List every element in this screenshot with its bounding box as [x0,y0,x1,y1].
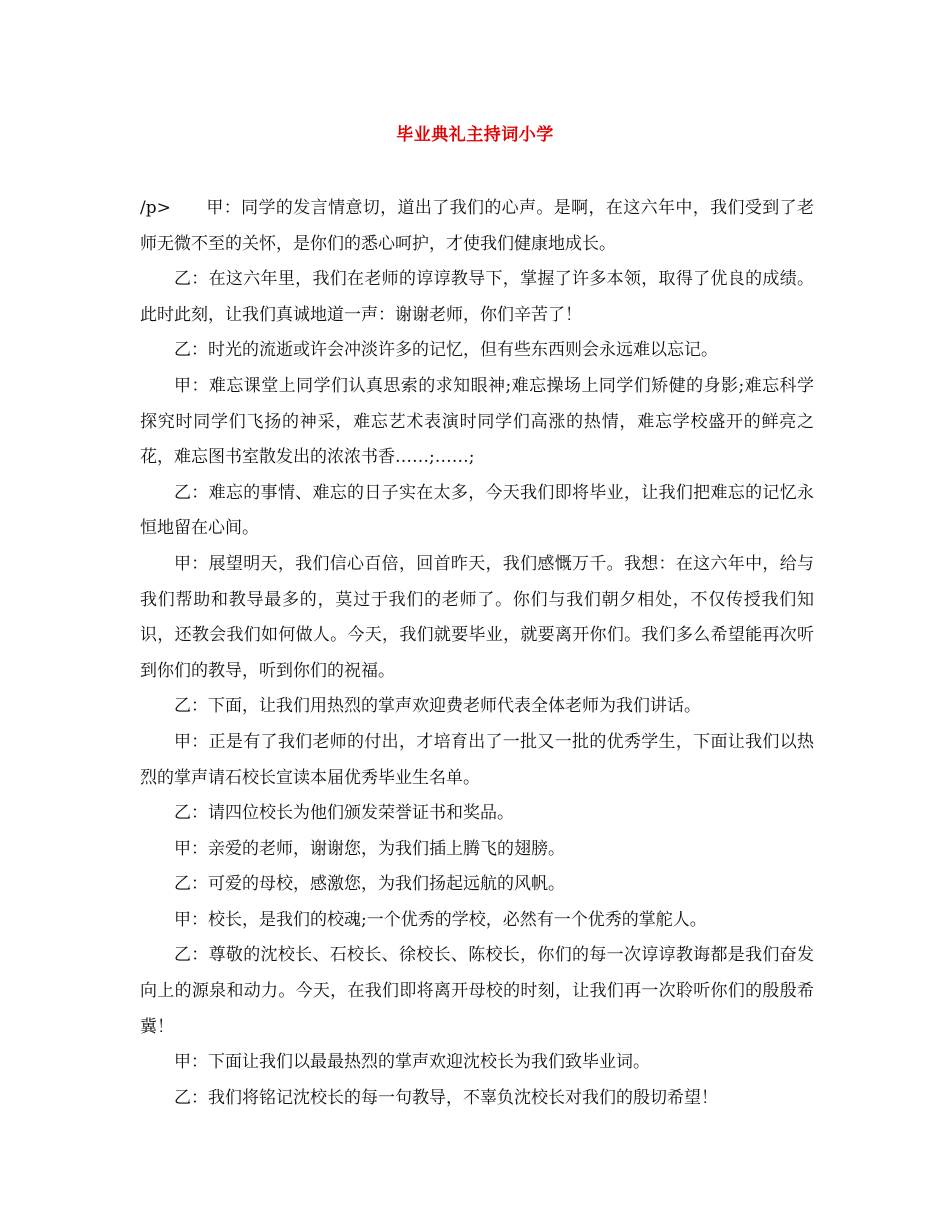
paragraph-10: 甲：亲爱的老师，谢谢您，为我们插上腾飞的翅膀。 [174,838,565,859]
paragraph-13: 乙：尊敬的沈校长、石校长、徐校长、陈校长，你们的每一次谆谆教诲都是我们奋发向上的源泉和动力。今天，在我们即将离开母校的时刻，让我们再一次聆听你们的殷殷希冀！ [140,945,814,1037]
document-title: 毕业典礼主持词小学 [396,125,554,145]
paragraph-1 [140,191,814,262]
paragraph-1-text: 甲：同学的发言情意切，道出了我们的心声。是啊，在这六年中，我们受到了老师无微不至的关怀，是你们的悉心呵护，才使我们健康地成长。 [140,198,814,254]
paragraph-12: 甲：校长，是我们的校魂;一个优秀的学校，必然有一个优秀的掌舵人。 [174,909,707,930]
paragraph-7: 乙：下面，让我们用热烈的掌声欢迎费老师代表全体老师为我们讲话。 [174,696,701,717]
paragraph-6: 甲：展望明天，我们信心百倍，回首昨天，我们感慨万千。我想：在这六年中，给与我们帮助和教导最多的，莫过于我们的老师了。你们与我们朝夕相处，不仅传授我们知识，还教会我们如何做人。今天，我们就要毕业，就要离开你们。我们多么希望能再次听到你们的教导，听到你们的祝福。 [140,553,814,681]
paragraph-15: 乙：我们将铭记沈校长的每一句教导，不辜负沈校长对我们的殷切希望！ [174,1087,718,1108]
paragraph-4: 甲：难忘课堂上同学们认真思索的求知眼神;难忘操场上同学们矫健的身影;难忘科学探究时同学们飞扬的神采，难忘艺术表演时同学们高涨的热情，难忘学校盛开的鲜亮之花，难忘图书室散发出的浓浓书香……;……; [140,375,814,468]
stray-html-tag: /p> [140,198,171,218]
paragraph-9: 乙：请四位校长为他们颁发荣誉证书和奖品。 [174,803,514,824]
paragraph-5: 乙：难忘的事情、难忘的日子实在太多，今天我们即将毕业，让我们把难忘的记忆永恒地留在心间。 [140,482,814,539]
paragraph-3: 乙：时光的流逝或许会冲淡许多的记忆，但有些东西则会永远难以忘记。 [174,340,718,361]
document-body [140,191,814,1116]
paragraph-2: 乙：在这六年里，我们在老师的谆谆教导下，掌握了许多本领，取得了优良的成绩。此时此刻，让我们真诚地道一声：谢谢老师，你们辛苦了！ [140,269,814,325]
paragraph-8: 甲：正是有了我们老师的付出，才培育出了一批又一批的优秀学生，下面让我们以热烈的掌声请石校长宣读本届优秀毕业生名单。 [140,731,814,788]
paragraph-11: 乙：可爱的母校，感激您，为我们扬起远航的风帆。 [174,874,565,895]
paragraph-14: 甲：下面让我们以最最热烈的掌声欢迎沈校长为我们致毕业词。 [174,1052,650,1073]
